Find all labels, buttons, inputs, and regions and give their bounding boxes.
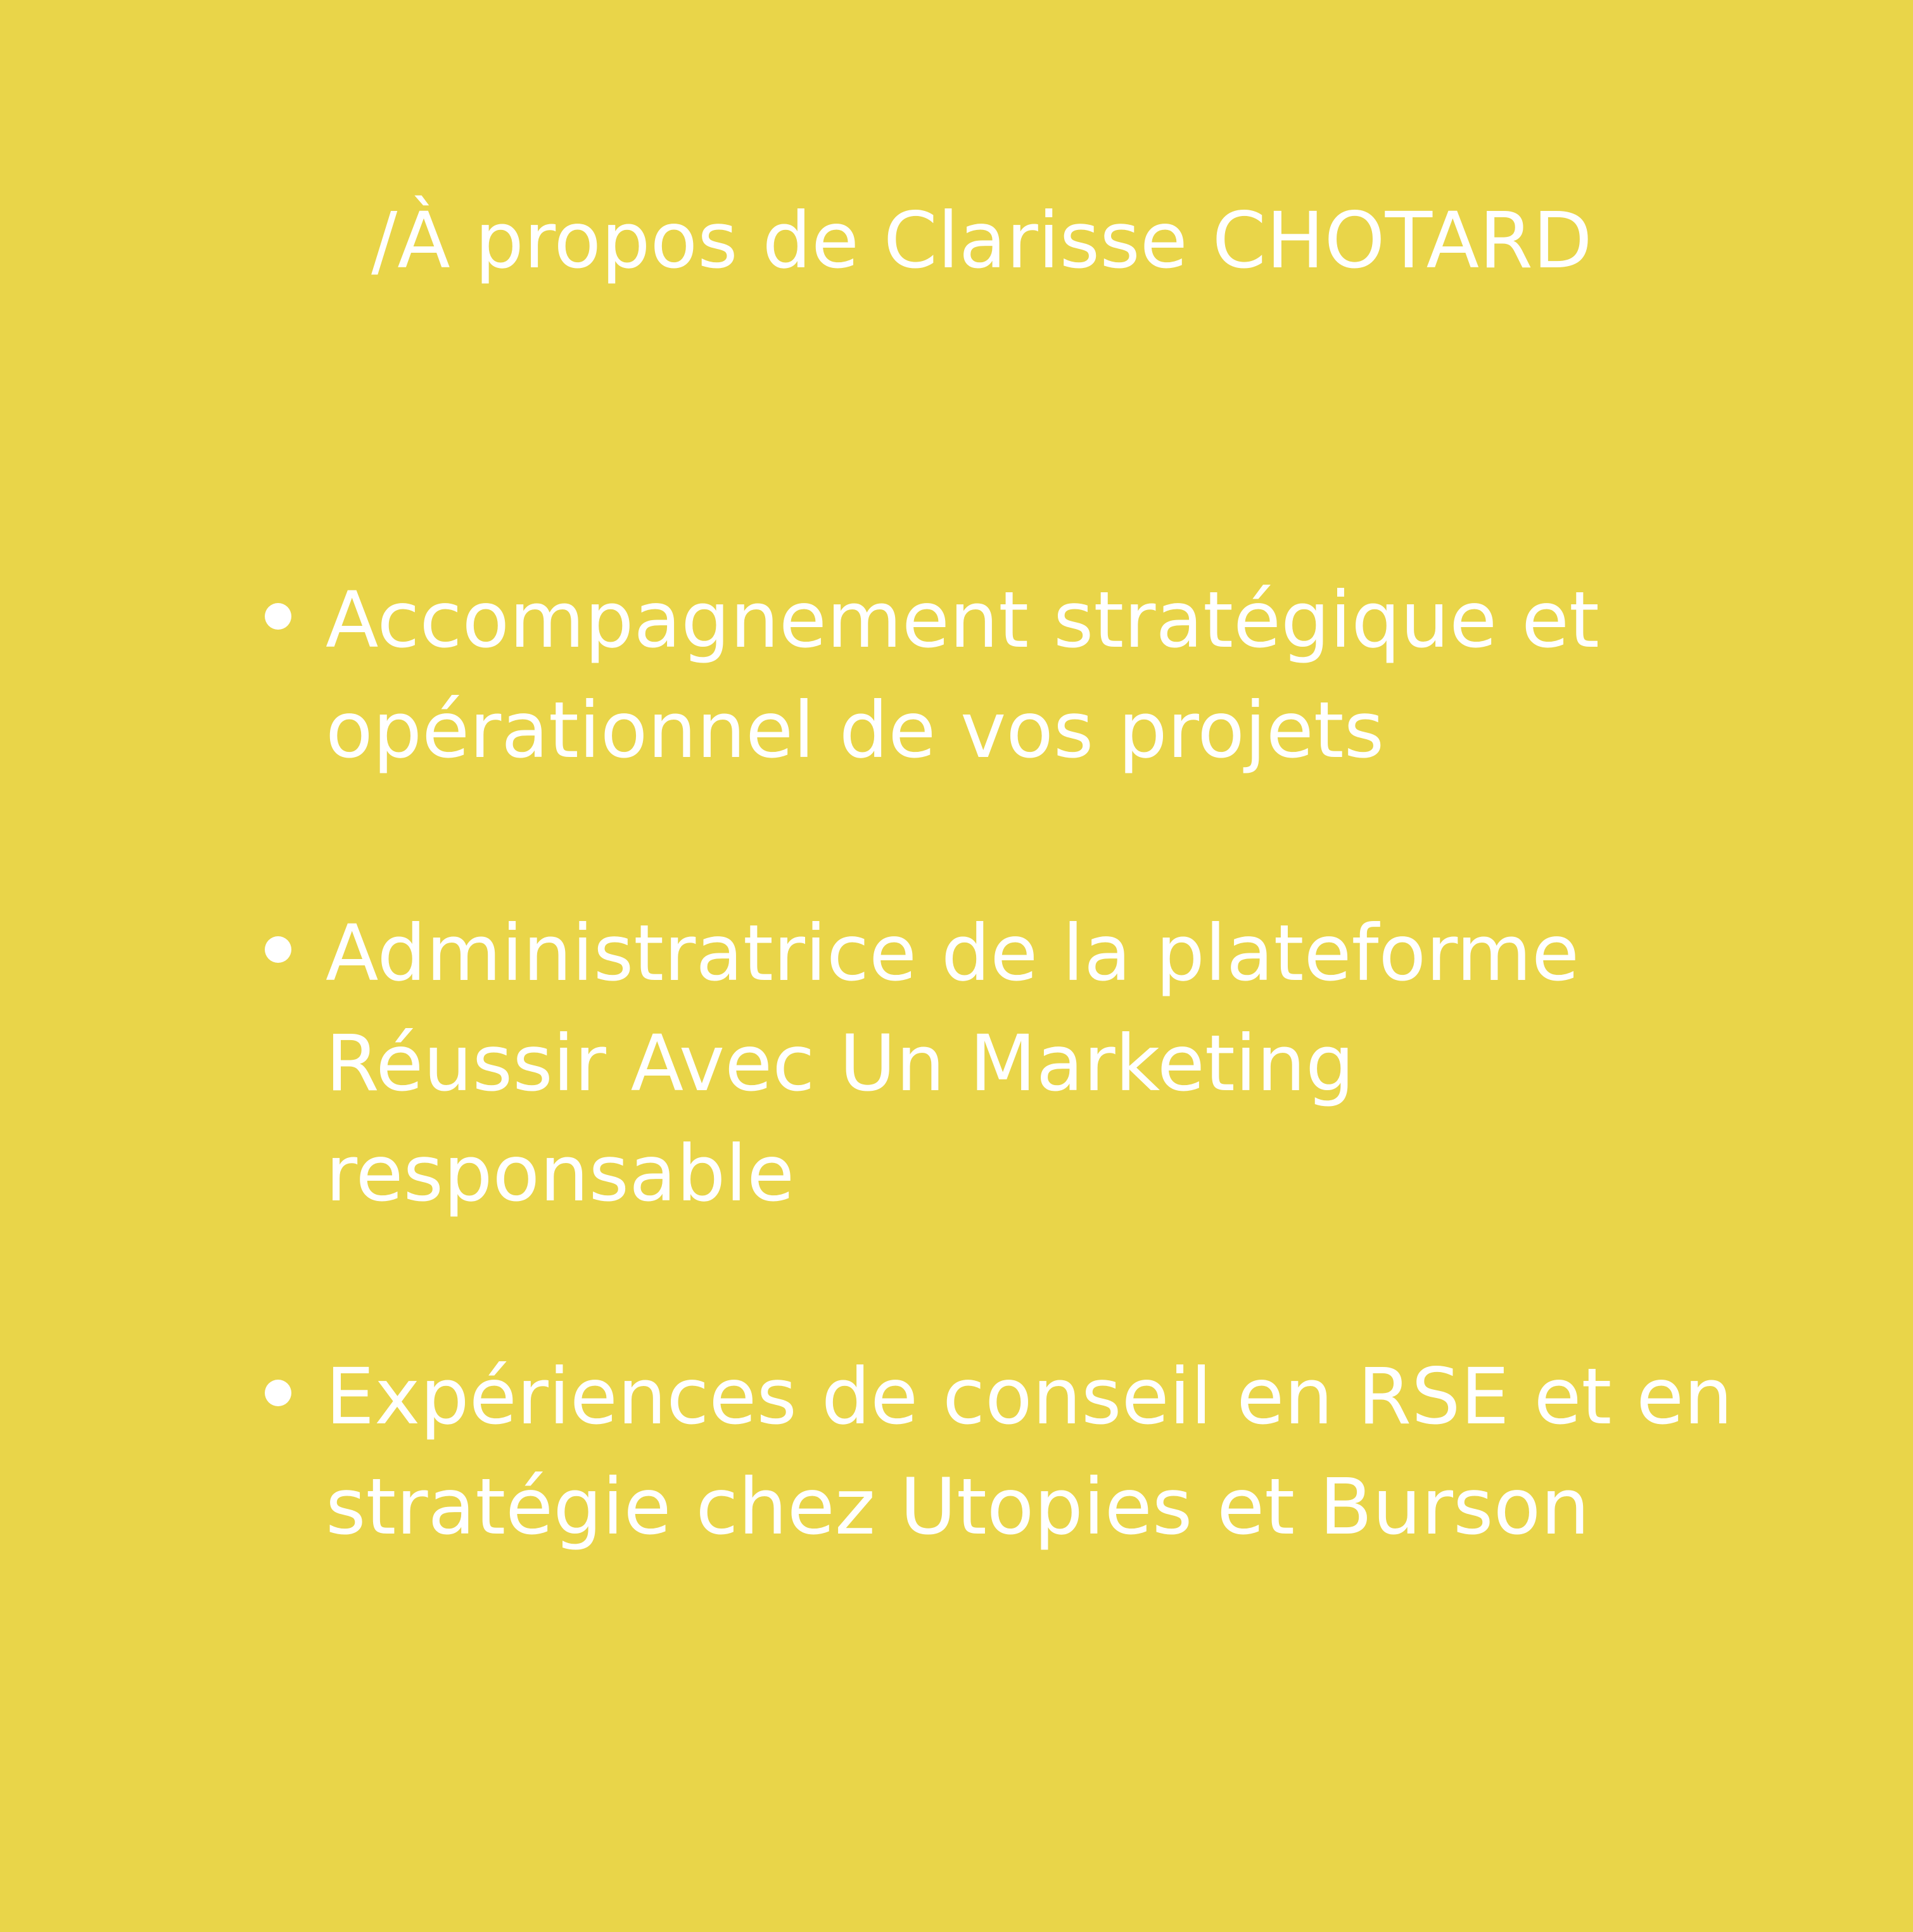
page-title: /À propos de Clarisse CHOTARD xyxy=(371,196,1592,286)
list-item-text: Expériences de conseil en RSE et en stratégie chez Utopies et Burson xyxy=(326,1352,1733,1552)
bullet-icon xyxy=(265,1380,291,1406)
bullet-icon xyxy=(265,603,291,630)
bullet-icon xyxy=(265,936,291,963)
list-item-text: Accompagnement stratégique et opérationnel de vos projets xyxy=(326,575,1599,775)
list-item-text: Administratrice de la plateforme Réussir Avec Un Marketing responsable xyxy=(326,908,1580,1219)
